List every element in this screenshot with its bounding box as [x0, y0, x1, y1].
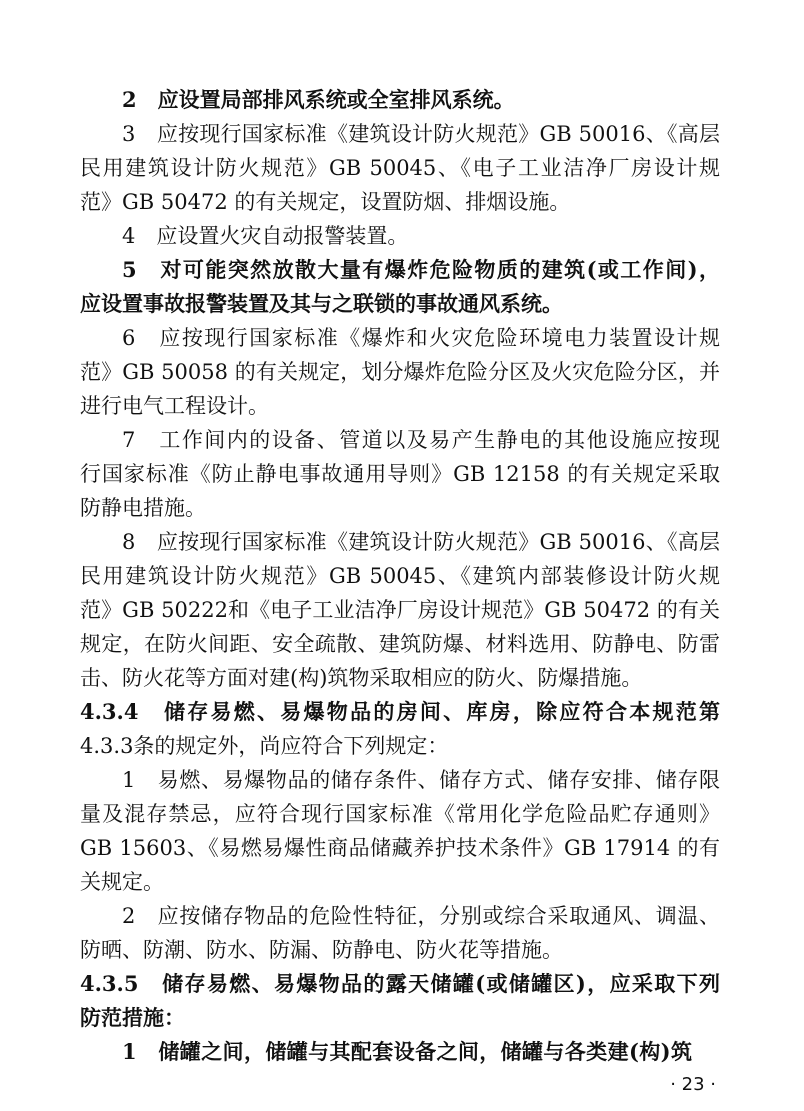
section-heading: 4.3.5 储存易燃、易爆物品的露天储罐(或储罐区)，应采取下列 [80, 971, 720, 996]
text-line: 7 工作间内的设备、管道以及易产生静电的其他设施应按现 [122, 428, 720, 452]
text-line: 4 应设置火灾自动报警装置。 [122, 224, 409, 248]
text-line: 范》GB 50472 的有关规定，设置防烟、排烟设施。 [80, 190, 571, 214]
text-line: 民用建筑设计防火规范》GB 50045、《电子工业洁净厂房设计规 [80, 156, 720, 180]
text-line: 防静电措施。 [80, 496, 206, 520]
text-line: 4.3.3条的规定外，尚应符合下列规定： [80, 734, 449, 758]
text-line: GB 15603、《易燃易爆性商品储藏养护技术条件》GB 17914 的有 [80, 836, 720, 860]
page-number: · 23 · [670, 1074, 716, 1095]
text-line: 2 应设置局部排风系统或全室排风系统。 [122, 87, 515, 112]
text-line: 3 应按现行国家标准《建筑设计防火规范》GB 50016、《高层 [122, 122, 720, 146]
text-line: 2 应按储存物品的危险性特征，分别或综合采取通风、调温、 [122, 904, 720, 928]
text-line: 关规定。 [80, 870, 164, 894]
text-line: 防晒、防潮、防水、防漏、防静电、防火花等措施。 [80, 938, 563, 962]
text-line: 6 应按现行国家标准《爆炸和火灾危险环境电力装置设计规 [122, 326, 720, 350]
text-line: 范》GB 50058 的有关规定，划分爆炸危险分区及火灾危险分区，并 [80, 360, 720, 384]
section-heading: 4.3.4 储存易燃、易爆物品的房间、库房，除应符合本规范第 [80, 699, 720, 724]
text-line: 规定，在防火间距、安全疏散、建筑防爆、材料选用、防静电、防雷 [80, 632, 720, 656]
text-line: 行国家标准《防止静电事故通用导则》GB 12158 的有关规定采取 [80, 462, 720, 486]
text-line: 5 对可能突然放散大量有爆炸危险物质的建筑(或工作间)， [122, 257, 720, 282]
text-line: 进行电气工程设计。 [80, 394, 269, 418]
text-line: 击、防火花等方面对建(构)筑物采取相应的防火、防爆措施。 [80, 666, 643, 690]
text-line: 1 储罐之间，储罐与其配套设备之间，储罐与各类建(构)筑 [122, 1039, 692, 1064]
text-line: 量及混存禁忌，应符合现行国家标准《常用化学危险品贮存通则》 [80, 802, 720, 826]
text-line: 防范措施： [80, 1005, 185, 1030]
text-line: 应设置事故报警装置及其与之联锁的事故通风系统。 [80, 291, 563, 316]
text-line: 8 应按现行国家标准《建筑设计防火规范》GB 50016、《高层 [122, 530, 720, 554]
text-line: 范》GB 50222和《电子工业洁净厂房设计规范》GB 50472 的有关 [80, 598, 720, 622]
text-line: 1 易燃、易爆物品的储存条件、储存方式、储存安排、储存限 [122, 768, 720, 792]
text-line: 民用建筑设计防火规范》GB 50045、《建筑内部装修设计防火规 [80, 564, 720, 588]
